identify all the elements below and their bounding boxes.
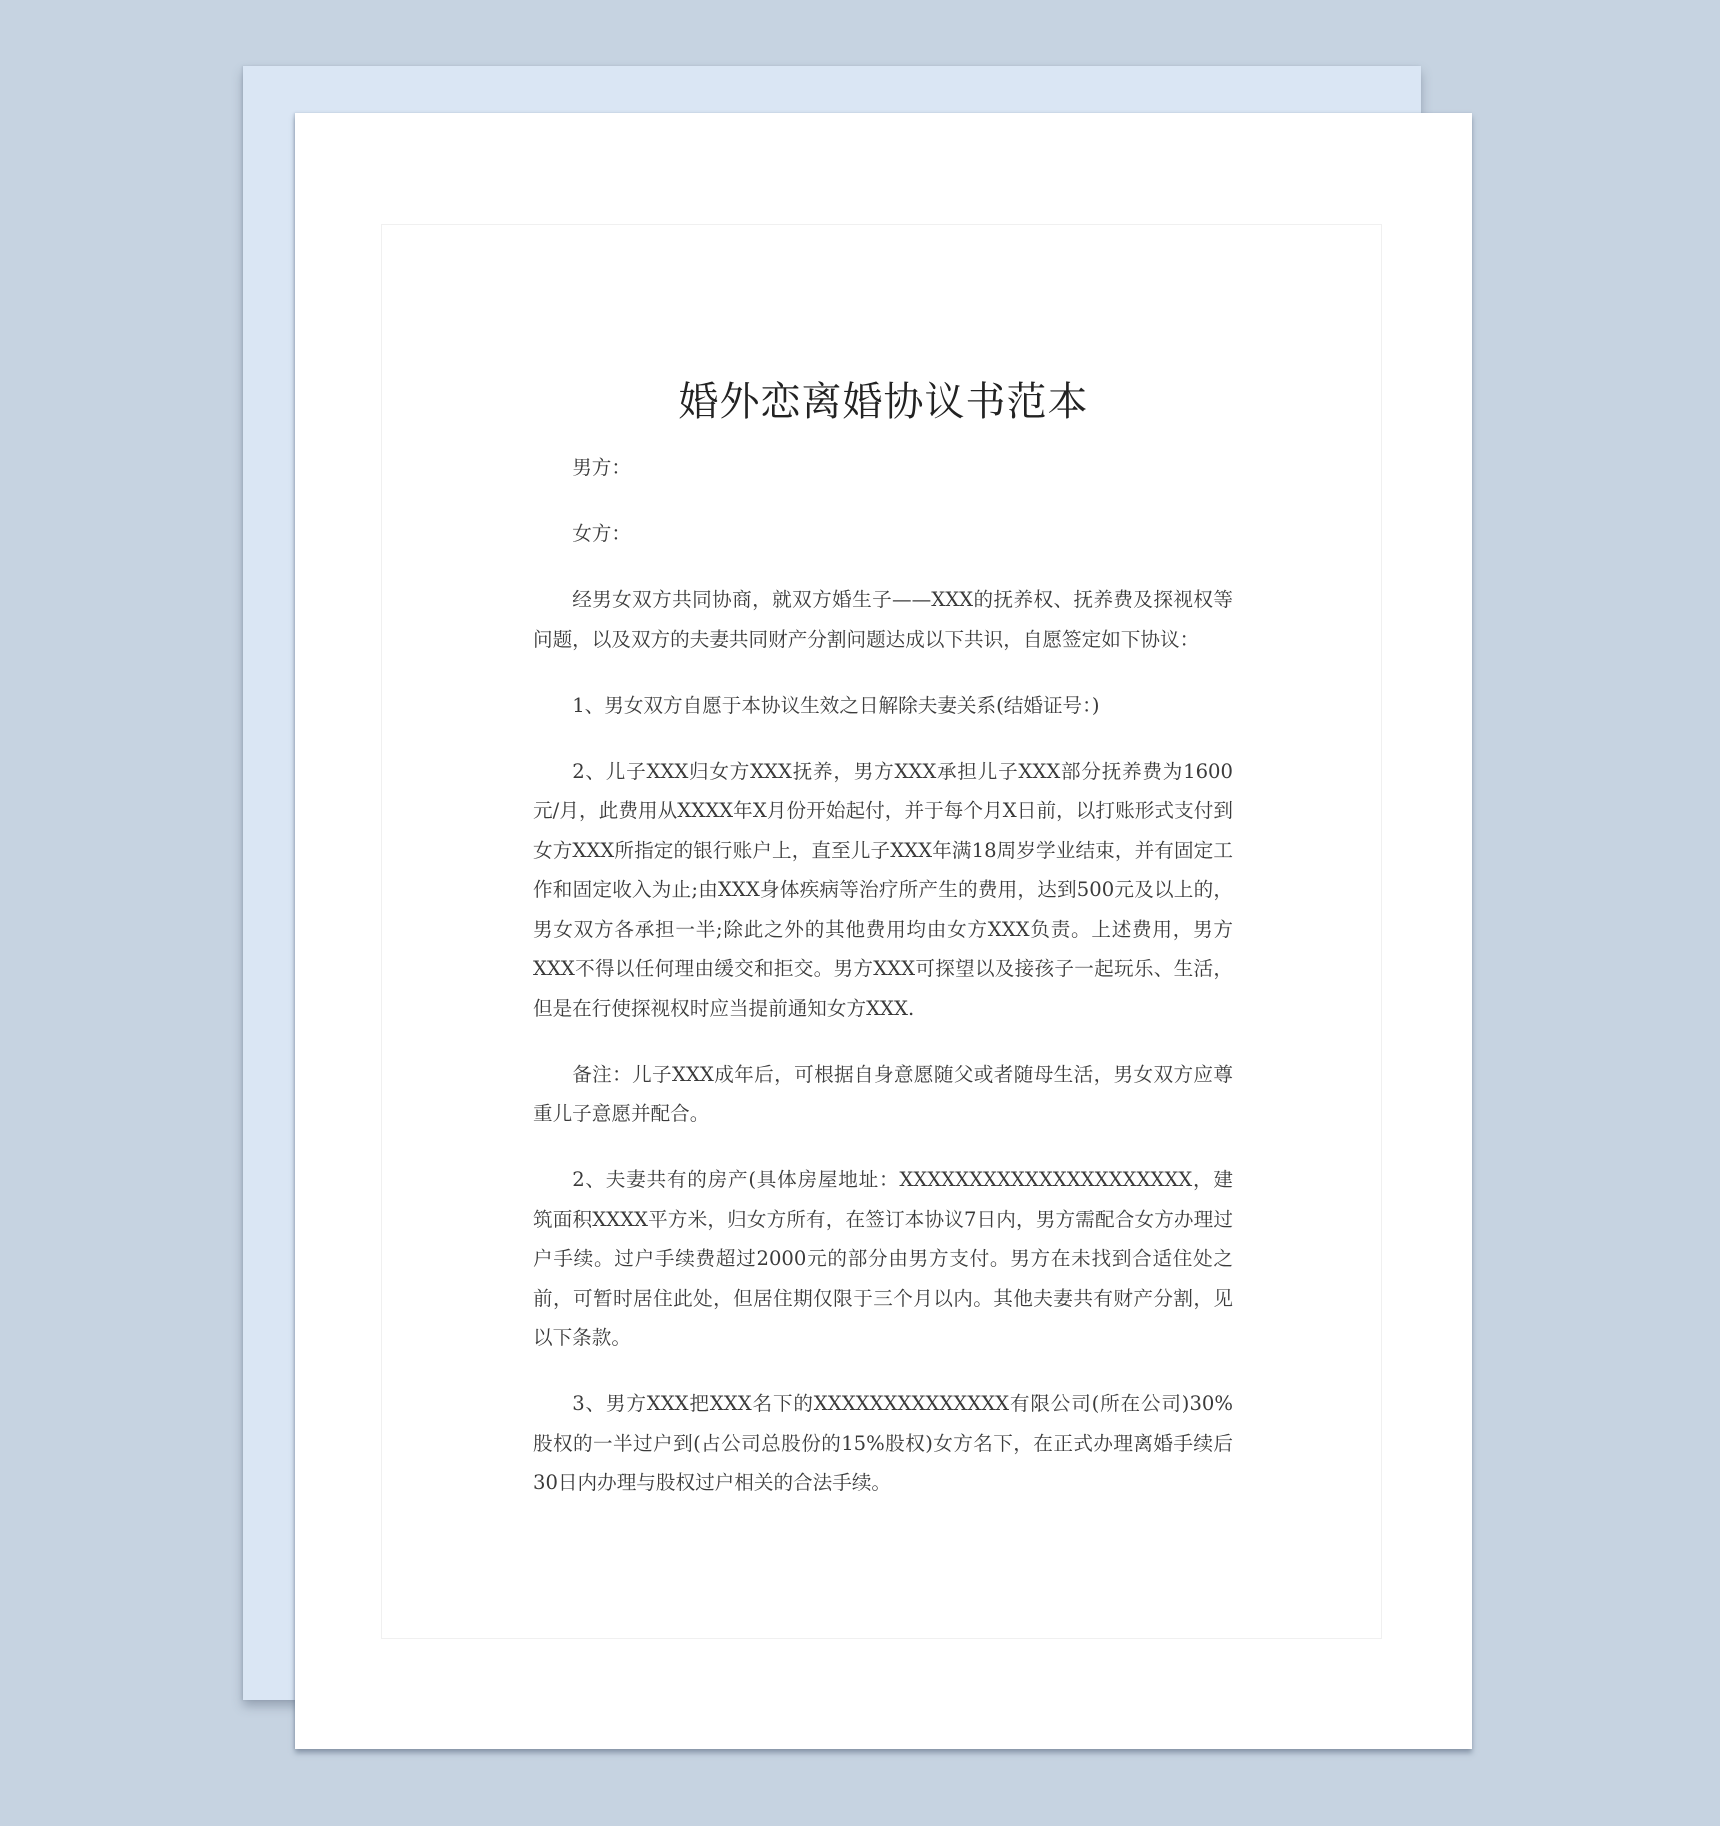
party-male: 男方： — [572, 456, 631, 479]
clause-3-equity: 3、男方XXX把XXX名下的XXXXXXXXXXXXXX有限公司(所在公司)30%股权的一半过户到(占公司总股份的15%股权)女方名下，在正式办理离婚手续后30日内办理与股权过户相关的合法手续。 — [533, 1392, 1233, 1494]
note-paragraph: 备注：儿子XXX成年后，可根据自身意愿随父或者随母生活，男女双方应尊重儿子意愿并配合。 — [533, 1062, 1233, 1125]
clause-2-property: 2、夫妻共有的房产(具体房屋地址：XXXXXXXXXXXXXXXXXXXXX，建筑面积XXXX平方米，归女方所有，在签订本协议7日内，男方需配合女方办理过户手续。过户手续费超过2000元的部分由男方支付。男方在未找到合适住处之前，可暂时居住此处，但居住期仅限于三个月以内。其他夫妻共有财产分割，见以下条款。 — [533, 1168, 1233, 1349]
party-female: 女方： — [572, 522, 631, 545]
clause-2-custody: 2、儿子XXX归女方XXX抚养，男方XXX承担儿子XXX部分抚养费为1600元/月，此费用从XXXX年X月份开始起付，并于每个月X日前，以打账形式支付到女方XXX所指定的银行账户上，直至儿子XXX年满18周岁学业结束，并有固定工作和固定收入为止;由XXX身体疾病等治疗所产生的费用，达到500元及以上的，男女双方各承担一半;除此之外的其他费用均由女方XXX负责。上述费用，男方XXX不得以任何理由缓交和拒交。男方XXX可探望以及接孩子一起玩乐、生活，但是在行使探视权时应当提前通知女方XXX. — [533, 759, 1233, 1020]
preamble-paragraph: 经男女双方共同协商，就双方婚生子——XXX的抚养权、抚养费及探视权等问题，以及双方的夫妻共同财产分割问题达成以下共识，自愿签定如下协议： — [533, 588, 1233, 651]
document-title: 婚外恋离婚协议书范本 — [678, 379, 1089, 425]
clause-1-divorce: 1、男女双方自愿于本协议生效之日解除夫妻关系(结婚证号：) — [572, 693, 1100, 717]
document-page — [295, 113, 1472, 1749]
document-body — [533, 448, 1233, 1529]
